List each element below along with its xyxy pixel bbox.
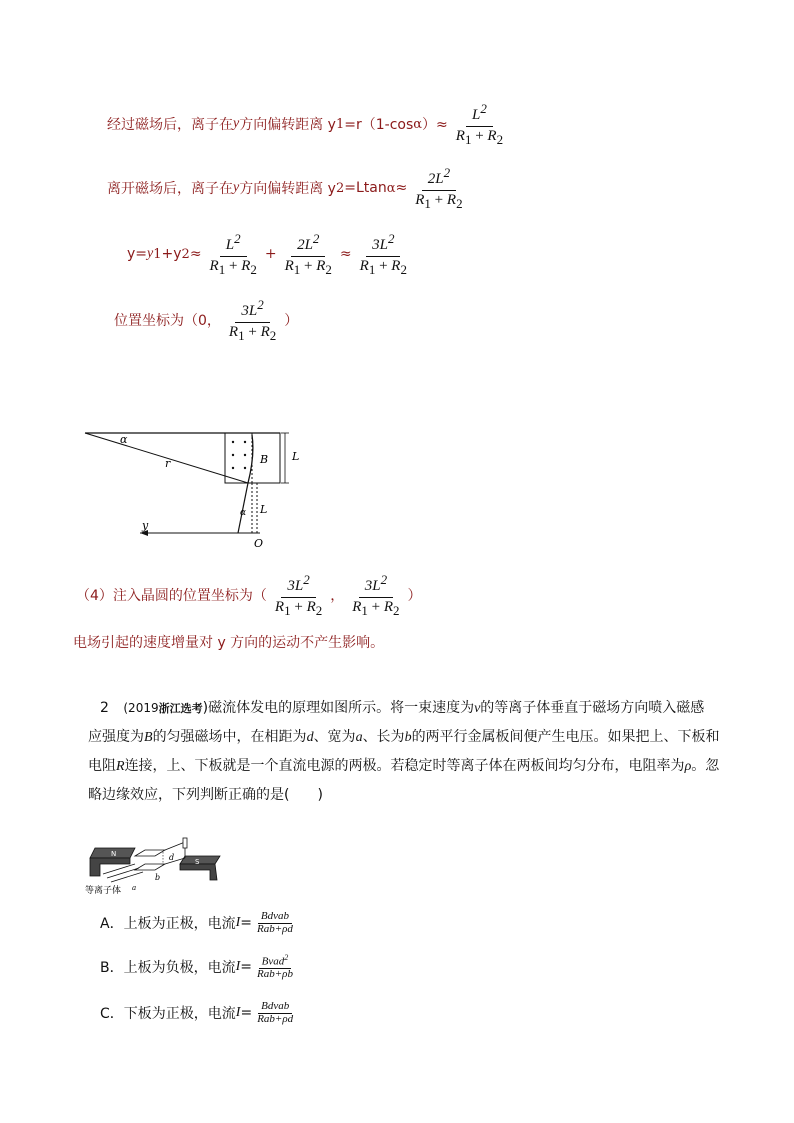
var-v: v (474, 701, 481, 716)
plasma-arrows (103, 864, 143, 882)
text: 的等离子体垂直于磁场方向喷入磁感 (480, 700, 705, 716)
sub: 1 (361, 602, 368, 618)
sub: 1 (238, 327, 245, 343)
text: +y (161, 246, 182, 263)
sub: 2 (400, 261, 407, 277)
sub: 1 (293, 261, 301, 277)
var-B: B (144, 730, 153, 745)
R: R (415, 191, 425, 208)
label-y: y (142, 519, 149, 532)
var-rho: ρ (684, 759, 692, 774)
plus: + (225, 257, 242, 274)
R: R (274, 598, 285, 615)
text: 方向偏转距离 y (239, 181, 336, 198)
numerator: L (472, 107, 481, 123)
R: R (352, 598, 362, 615)
plus: + (375, 257, 392, 274)
source: 浙江选考 (158, 702, 203, 715)
numerator: 3L (287, 578, 304, 594)
var-d: d (306, 730, 314, 745)
fraction-2 (346, 573, 405, 617)
R: R (260, 323, 270, 340)
equals: = (240, 959, 253, 975)
denominator: Rab+ρd (257, 1012, 294, 1025)
text: =r（1-cos (344, 117, 414, 134)
label-B: B (260, 453, 269, 466)
alpha: α (386, 180, 396, 196)
plus: + (300, 257, 317, 274)
sub: 2 (496, 131, 504, 147)
sup: 2 (303, 572, 310, 587)
var-y: y (147, 246, 154, 262)
R: R (391, 257, 401, 274)
text: 位置坐标为（0， (114, 313, 221, 330)
R: R (209, 257, 219, 274)
sup: 2 (480, 101, 487, 116)
label-b: b (155, 873, 161, 882)
option-label: B．上板为负极，电流 (100, 960, 236, 976)
label-L-bottom: L (260, 503, 268, 516)
sub: 2 (456, 195, 463, 211)
equals: = (240, 1005, 253, 1021)
label-d: d (169, 853, 175, 862)
R: R (306, 598, 316, 615)
q2-line-1 (88, 694, 728, 723)
question-number: 2 (100, 700, 109, 716)
R: R (284, 257, 294, 274)
fraction (409, 166, 468, 210)
sub: 2 (393, 602, 400, 618)
lower-plate (135, 864, 165, 870)
label-alpha: α (120, 433, 128, 446)
plus: + (290, 598, 307, 615)
fraction (223, 298, 282, 342)
text: 连接，上、下板就是一个直流电源的两极。若稳定时等离子体在两板间均匀分布，电阻率为 (124, 758, 685, 774)
options (100, 903, 298, 1035)
option-a[interactable] (100, 903, 298, 943)
numerator: 2L (427, 171, 444, 187)
fraction-1 (269, 573, 328, 617)
numerator: 3L (241, 303, 258, 319)
text: 、长为 (362, 729, 405, 745)
text: ）≈ (422, 117, 448, 134)
plus: + (264, 246, 277, 263)
text: 的两平行金属板间便产生电压。如果把上、下板和 (411, 729, 720, 745)
text: 经过磁场后，离子在 (107, 117, 233, 134)
R: R (316, 257, 326, 274)
text: 、宽为 (313, 729, 356, 745)
R: R (487, 127, 497, 144)
fraction (254, 911, 296, 935)
fraction-3 (354, 232, 413, 276)
plus: + (244, 323, 261, 340)
sub: 1 (368, 261, 376, 277)
fraction (450, 102, 509, 146)
option-label: A．上板为正极，电流 (100, 916, 236, 932)
var-a: a (355, 730, 363, 745)
sub: 1 (464, 131, 472, 147)
numerator: Bdvab (258, 1001, 292, 1014)
text: （4）注入晶圆的位置坐标为（ (76, 588, 267, 605)
text: ） (284, 313, 299, 330)
var-I: I (235, 915, 241, 930)
fraction-1 (204, 232, 263, 276)
plus: + (367, 598, 384, 615)
sup: 2 (312, 231, 320, 246)
var-I: I (235, 959, 241, 974)
text: 。忽 (691, 758, 720, 774)
R: R (455, 127, 465, 144)
label-r: r (165, 457, 171, 470)
text: =Ltan (344, 180, 387, 197)
numerator: 3L (372, 237, 388, 253)
text: 方向偏转距离 y (239, 117, 336, 134)
label-plasma: 等离子体 (85, 886, 122, 896)
var-R: R (116, 759, 125, 774)
year: (2019 (123, 701, 159, 715)
var-y: y (233, 116, 240, 132)
R: R (359, 257, 369, 274)
var-y: y (233, 180, 240, 196)
sup: 2 (284, 952, 289, 962)
R: R (383, 598, 394, 615)
label-L-top: L (292, 450, 300, 463)
plus: + (471, 127, 488, 144)
question-2 (88, 694, 728, 810)
sup: 2 (380, 572, 388, 587)
sub: 1 (153, 246, 162, 262)
eq-line-4 (114, 298, 298, 342)
denominator: Rab+ρb (257, 967, 293, 980)
denominator: Rab+ρd (256, 922, 293, 935)
var-I: I (235, 1005, 241, 1020)
numerator: L (225, 237, 235, 253)
option-c[interactable] (100, 991, 298, 1035)
q2-line-4 (88, 781, 728, 810)
fraction (254, 1001, 296, 1025)
sub: 1 (424, 195, 431, 211)
text: 的匀强磁场中，在相距为 (152, 729, 307, 745)
fraction-2 (279, 232, 338, 276)
field-dots (232, 441, 246, 469)
text: ≈ (395, 180, 408, 197)
R: R (241, 257, 251, 274)
plus: + (430, 191, 447, 208)
numerator: 2L (297, 237, 313, 253)
sub: 2 (325, 261, 332, 277)
eq-line-2 (107, 166, 471, 210)
R: R (446, 191, 457, 208)
eq-line-5 (76, 573, 422, 617)
numerator: Bvad (261, 955, 285, 968)
eq-line-3 (127, 232, 415, 276)
option-label: C．下板为正极，电流 (100, 1006, 236, 1022)
text: y= (127, 246, 148, 263)
text: 电阻 (88, 758, 116, 774)
conclusion-text: 电场引起的速度增量对 y 方向的运动不产生影响。 (73, 635, 385, 651)
text: ） (407, 588, 422, 605)
label-S: S (195, 858, 200, 866)
text: 略边缘效应，下列判断正确的是( ) (88, 787, 323, 803)
approx: ≈ (339, 246, 352, 263)
equals: = (240, 915, 252, 931)
sup: 2 (443, 165, 451, 180)
text: )磁流体发电的原理如图所示。将一束速度为 (202, 700, 475, 716)
R: R (228, 323, 239, 340)
sub: 1 (284, 602, 291, 618)
sub: 2 (269, 327, 277, 343)
text: 应强度为 (88, 729, 144, 745)
trajectory-arc (248, 435, 253, 483)
subscript: 2 (335, 180, 345, 196)
subscript: 1 (335, 116, 345, 132)
sup: 2 (234, 231, 241, 246)
resistor (183, 838, 187, 848)
upper-plate (135, 850, 165, 856)
var-b: b (404, 730, 412, 745)
sup: 2 (257, 297, 264, 312)
q2-line-2 (88, 723, 728, 752)
alpha: α (413, 116, 423, 132)
comma: ， (330, 588, 345, 605)
sub: 2 (315, 602, 323, 618)
magnet-S (180, 856, 220, 864)
mhd-generator-diagram (85, 836, 225, 896)
label-a: a (132, 884, 137, 892)
sub: 2 (181, 246, 190, 262)
sub: 1 (218, 261, 226, 277)
sup: 2 (387, 231, 395, 246)
sub: 2 (250, 261, 257, 277)
numerator: 3L (364, 578, 381, 594)
text: 离开磁场后，离子在 (107, 181, 233, 198)
label-O: O (254, 537, 264, 550)
label-alpha-2: α (240, 508, 247, 518)
label-N: N (111, 850, 117, 858)
q2-line-3 (88, 752, 728, 781)
numerator: Bdvab (258, 911, 292, 924)
deflection-diagram (80, 425, 300, 555)
approx: ≈ (189, 246, 202, 263)
eq-line-1 (107, 102, 511, 146)
option-b[interactable] (100, 945, 298, 989)
fraction (254, 954, 296, 981)
